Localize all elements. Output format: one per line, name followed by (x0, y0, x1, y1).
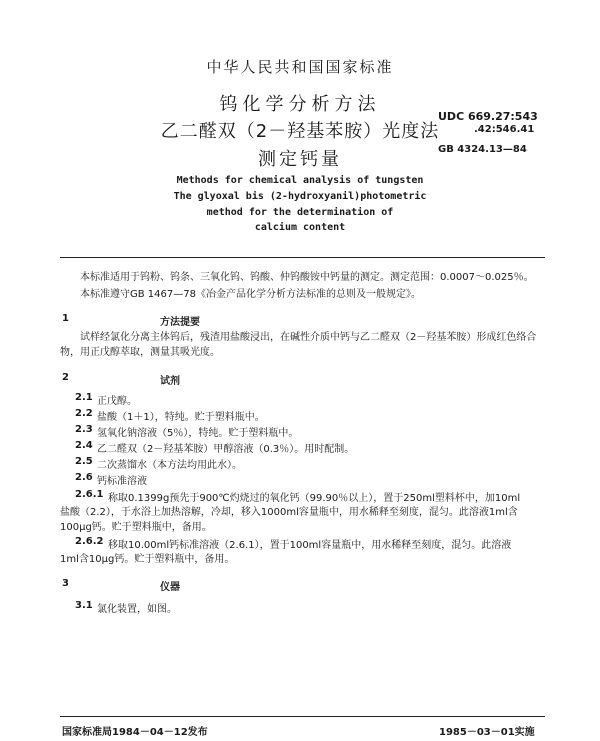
item-2-2-number: 2.2 (75, 408, 93, 419)
section-1-heading (62, 313, 200, 328)
item-2-6-1-first-line: 称取0.1399g预先于900℃灼烧过的氧化钙（99.90％以上），置于250ml塑料杯中，加10ml (108, 493, 521, 504)
item-2-4-number: 2.4 (75, 440, 93, 451)
national-standard-label: 中华人民共和国国家标准 (206, 58, 394, 76)
section-1-text: 试样经氯化分离主体钨后，残渣用盐酸浸出，在碱性介质中钙与乙二醛双（2－羟基苯胺）形成红色络合物，用正戊醇萃取，测量其吸光度。 (60, 332, 537, 358)
item-2-3-text: 氢氧化钠溶液（5％），特纯。贮于塑料瓶中。 (97, 428, 299, 439)
gb-number: GB 4324.13—84 (438, 144, 527, 155)
section-3-title: 仪器 (160, 582, 180, 593)
header-divider (60, 257, 545, 258)
effective-date: 1985－03－01实施 (439, 727, 535, 738)
item-2-4-text: 乙二醛双（2－羟基苯胺）甲醇溶液（0.3％）。用时配制。 (97, 444, 355, 455)
english-title-line-1: Methods for chemical analysis of tungsten (176, 175, 424, 186)
item-2-6-2-first-line: 移取10.00ml钙标准溶液（2.6.1），置于100ml容量瓶中，用水稀释至刻度，混匀。此溶液 (108, 540, 512, 551)
item-2-6-2-number: 2.6.2 (75, 536, 104, 547)
section-2-title: 试剂 (160, 376, 180, 387)
item-2-6-1-continuation: 盐酸（2.2），于水浴上加热溶解，冷却，移入1000ml容量瓶中，用水稀释至刻度，混匀。此溶液1ml含100μg钙。贮于塑料瓶中，备用。 (60, 507, 518, 533)
english-title-line-3: method for the determination of (206, 207, 394, 218)
scope-paragraph: 本标准适用于钨粉、钨条、三氧化钨、钨酸、仲钨酸铵中钙量的测定。测定范围：0.0007～0.025％。 (80, 272, 534, 283)
item-2-6-2-continuation: 1ml含10μg钙。贮于塑料瓶中，备用。 (60, 554, 235, 565)
item-2-6-1-number: 2.6.1 (75, 489, 104, 500)
item-3-1-number: 3.1 (75, 600, 93, 611)
item-2-6-text: 钙标准溶液 (97, 476, 147, 487)
footer-divider (60, 716, 545, 717)
compliance-paragraph: 本标准遵守GB 1467—78《冶金产品化学分析方法标准的总则及一般规定》。 (80, 289, 421, 300)
section-3-heading (62, 578, 180, 593)
item-2-6-number: 2.6 (75, 472, 93, 483)
section-1-title: 方法提要 (160, 317, 200, 328)
item-3-1-text: 氯化装置，如图。 (97, 604, 177, 615)
issue-date: 国家标准局1984－04－12发布 (62, 727, 208, 738)
title-line-1: 钨化学分析方法 (219, 94, 381, 115)
section-3-number: 3 (62, 578, 69, 589)
udc-code-continued: .42:546.41 (474, 124, 535, 135)
title-line-3: 测定钙量 (258, 149, 342, 170)
item-2-2-text: 盐酸（1＋1），特纯。贮于塑料瓶中。 (97, 412, 265, 423)
section-1-number: 1 (62, 313, 69, 324)
english-title-line-4: calcium content (254, 222, 346, 233)
title-line-2: 乙二醛双（2－羟基苯胺）光度法 (160, 121, 440, 142)
english-title-line-2: The glyoxal bis (2-hydroxyanil)photometric (173, 191, 427, 202)
udc-code: UDC 669.27:543 (438, 110, 538, 123)
item-2-5-number: 2.5 (75, 456, 93, 467)
section-2-number: 2 (62, 372, 69, 383)
section-2-heading (62, 372, 180, 387)
item-2-1-text: 正戊醇。 (97, 396, 137, 407)
item-2-5-text: 二次蒸馏水（本方法均用此水）。 (97, 460, 242, 471)
item-2-1-number: 2.1 (75, 392, 93, 403)
item-2-3-number: 2.3 (75, 424, 93, 435)
